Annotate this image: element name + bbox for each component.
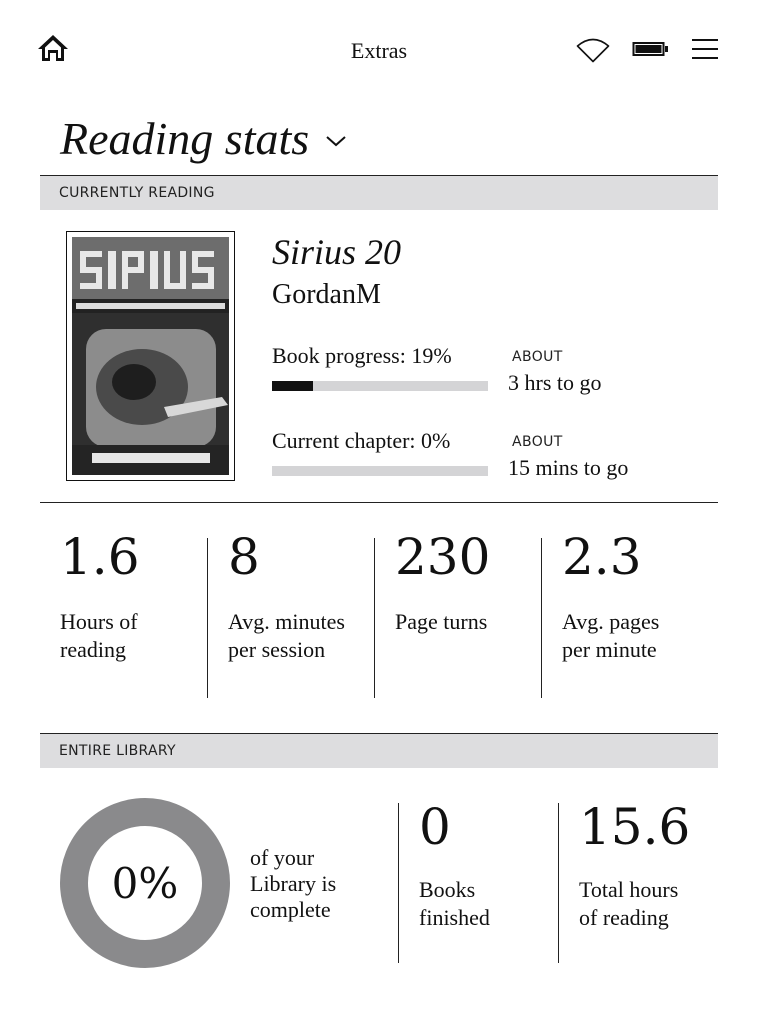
book-progress-bar bbox=[272, 381, 488, 391]
library-complete-caption: of your Library is complete bbox=[250, 845, 337, 922]
section-header-entire-library bbox=[40, 733, 718, 768]
stat-page-turns bbox=[395, 526, 535, 636]
battery-icon[interactable] bbox=[632, 40, 668, 58]
stat-value: 0 bbox=[419, 798, 451, 856]
home-icon[interactable] bbox=[36, 33, 70, 63]
stat-label: Hours of reading bbox=[60, 609, 138, 662]
wifi-icon[interactable] bbox=[576, 37, 610, 63]
chevron-down-icon bbox=[325, 133, 347, 149]
stat-total-hours-of-reading bbox=[579, 796, 699, 932]
page-title-dropdown[interactable] bbox=[60, 110, 347, 166]
book-cover[interactable] bbox=[66, 231, 235, 481]
stat-value: 8 bbox=[228, 528, 260, 586]
stat-avg-pages-per-minute bbox=[562, 526, 692, 664]
stat-divider bbox=[541, 538, 542, 698]
book-time-left: 3 hrs to go bbox=[508, 370, 602, 395]
stat-label: Avg. pages per minute bbox=[562, 609, 660, 662]
book-progress-fill bbox=[272, 381, 313, 391]
library-complete-percent: 0% bbox=[111, 858, 179, 908]
stat-value: 2.3 bbox=[562, 528, 642, 586]
stat-divider bbox=[558, 803, 559, 963]
stat-divider bbox=[207, 538, 208, 698]
chapter-about-label: ABOUT bbox=[512, 434, 563, 450]
section-header-label: CURRENTLY READING bbox=[59, 185, 215, 201]
book-title[interactable]: Sirius 20 bbox=[272, 232, 402, 272]
stat-value: 15.6 bbox=[579, 798, 691, 856]
book-author: GordanM bbox=[272, 279, 381, 310]
stat-divider bbox=[398, 803, 399, 963]
topbar-title: Extras bbox=[350, 38, 408, 63]
stat-divider bbox=[374, 538, 375, 698]
stat-books-finished bbox=[419, 796, 549, 932]
stat-label: Books finished bbox=[419, 877, 490, 930]
stat-label: Avg. minutes per session bbox=[228, 609, 345, 662]
divider bbox=[40, 502, 718, 503]
book-about-label: ABOUT bbox=[512, 349, 563, 365]
stat-avg-minutes-per-session bbox=[228, 526, 356, 664]
page-title: Reading stats bbox=[60, 112, 310, 164]
menu-icon[interactable] bbox=[692, 38, 718, 60]
stat-label: Page turns bbox=[395, 609, 488, 634]
chapter-progress-label: Current chapter: 0% bbox=[272, 428, 451, 453]
chapter-time-left: 15 mins to go bbox=[508, 455, 629, 480]
stat-value: 1.6 bbox=[60, 528, 140, 586]
stat-label: Total hours of reading bbox=[579, 877, 679, 930]
top-bar bbox=[0, 0, 758, 100]
stat-hours-of-reading bbox=[60, 526, 200, 664]
stat-value: 230 bbox=[395, 528, 491, 586]
book-cover-image bbox=[72, 237, 229, 475]
section-header-currently-reading bbox=[40, 175, 718, 210]
chapter-progress-bar bbox=[272, 466, 488, 476]
section-header-label: ENTIRE LIBRARY bbox=[59, 743, 176, 759]
book-progress-label: Book progress: 19% bbox=[272, 343, 452, 368]
